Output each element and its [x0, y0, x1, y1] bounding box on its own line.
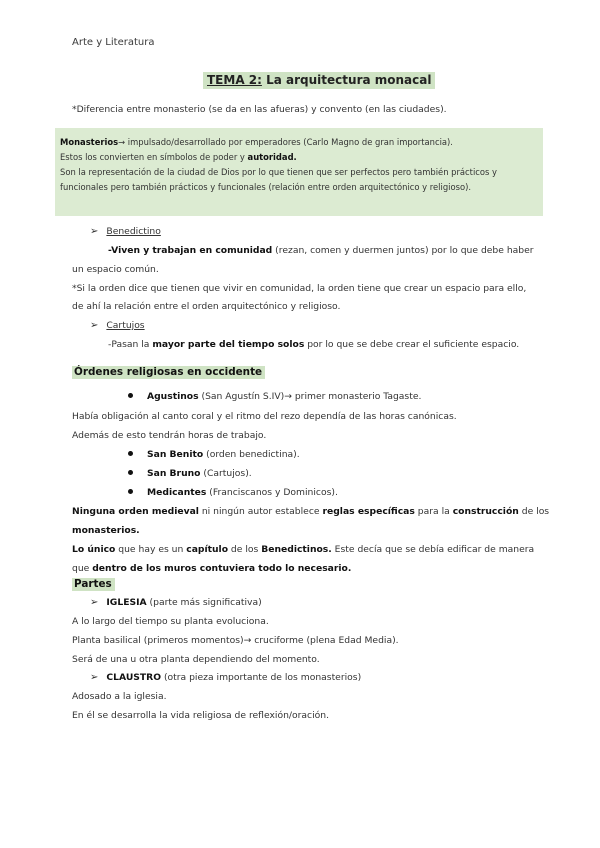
title-text: La arquitectura monacal — [261, 73, 432, 87]
box-line-2-bold: autoridad. — [247, 152, 297, 162]
bullet-dot-icon — [128, 470, 133, 475]
iglesia-text: (parte más significativa) — [146, 597, 262, 608]
reglas-bold-2: reglas específicas — [322, 506, 415, 517]
claustro-text: (otra pieza importante de los monasterios) — [161, 672, 362, 683]
claustro-bold: CLAUSTRO — [106, 672, 162, 683]
cartujos-desc-bold: mayor parte del tiempo solos — [152, 339, 305, 350]
iglesia-line-3: Será de una u otra planta dependiendo del momento. — [72, 654, 320, 665]
cartujos-desc — [108, 339, 519, 350]
claustro-line-2: En él se desarrolla la vida religiosa de reflexión/oración. — [72, 710, 329, 721]
course-label: Arte y Literatura — [72, 37, 155, 48]
benedictino-desc-bold: -Viven y trabajan en comunidad — [108, 245, 273, 256]
cartujos-desc-text: por lo que se debe crear el suficiente espacio. — [304, 339, 520, 350]
ordenes-heading: Órdenes religiosas en occidente — [72, 366, 265, 379]
reglas-para-cont — [72, 525, 140, 536]
san-benito-item — [128, 449, 300, 460]
agustinos-bold: Agustinos — [147, 391, 199, 402]
capitulo-text-1: que hay es un — [115, 544, 187, 555]
capitulo-text-2: de los — [228, 544, 262, 555]
box-line-2 — [60, 152, 297, 162]
benedictino-desc — [108, 245, 534, 256]
san-bruno-item — [128, 468, 252, 479]
highlight-box — [55, 128, 543, 216]
box-line-1-text: → impulsado/desarrollado por emperadores (Carlo Magno de gran importancia). — [118, 137, 453, 147]
benedictino-item — [90, 226, 161, 237]
arrow-bullet-icon: ➢ — [90, 597, 99, 608]
reglas-para — [72, 506, 549, 517]
benedictino-note-1: *Si la orden dice que tienen que vivir en comunidad, la orden tiene que crear un espacio para ello, — [72, 283, 527, 294]
intro-note: *Diferencia entre monasterio (se da en las afueras) y convento (en las ciudades). — [72, 104, 447, 115]
arrow-bullet-icon: ➢ — [90, 226, 99, 237]
capitulo-bold-3: Benedictinos. — [261, 544, 332, 555]
capitulo-bold-1: Lo único — [72, 544, 116, 555]
box-line-4: funcionales pero también prácticos y funcionales (relación entre orden arquitectónico y religioso). — [60, 182, 472, 192]
box-term: Monasterios — [60, 137, 119, 147]
reglas-bold-4: monasterios. — [72, 525, 140, 536]
iglesia-item — [90, 597, 262, 608]
bullet-dot-icon — [128, 451, 133, 456]
partes-heading: Partes — [72, 578, 115, 591]
ordenes-para-2: Además de esto tendrán horas de trabajo. — [72, 430, 267, 441]
bullet-dot-icon — [128, 393, 133, 398]
reglas-text-2: para la — [414, 506, 453, 517]
capitulo-para-cont — [72, 563, 351, 574]
ordenes-para-1: Había obligación al canto coral y el ritmo del rezo dependía de las horas canónicas. — [72, 411, 457, 422]
benedictino-note-2: de ahí la relación entre el orden arquitectónico y religioso. — [72, 301, 341, 312]
arrow-bullet-icon: ➢ — [90, 672, 99, 683]
box-line-2-text: Estos los convierten en símbolos de poder y — [60, 152, 248, 162]
capitulo-text-3: Este decía que se debía edificar de manera — [331, 544, 535, 555]
reglas-text-1: ni ningún autor establece — [198, 506, 323, 517]
benedictino-desc-text: (rezan, comen y duermen juntos) por lo que debe haber — [272, 245, 534, 256]
medicantes-text: (Franciscanos y Dominicos). — [206, 487, 338, 498]
benedictino-label: Benedictino — [106, 226, 161, 237]
box-line-1 — [60, 137, 453, 147]
iglesia-line-1: A lo largo del tiempo su planta evoluciona. — [72, 616, 269, 627]
cartujos-desc-pre: -Pasan la — [108, 339, 153, 350]
box-line-3: Son la representación de la ciudad de Dios por lo que tienen que ser perfectos pero también prácticos y — [60, 167, 497, 177]
reglas-bold-3: construcción — [452, 506, 519, 517]
iglesia-bold: IGLESIA — [106, 597, 147, 608]
bullet-dot-icon — [128, 489, 133, 494]
reglas-text-3: de los — [518, 506, 550, 517]
medicantes-item — [128, 487, 338, 498]
claustro-line-1: Adosado a la iglesia. — [72, 691, 167, 702]
reglas-bold-1: Ninguna orden medieval — [72, 506, 199, 517]
cartujos-label: Cartujos — [106, 320, 145, 331]
capitulo-bold-2: capítulo — [186, 544, 229, 555]
capitulo-bold-4: dentro de los muros contuviera todo lo necesario. — [92, 563, 352, 574]
capitulo-para — [72, 544, 534, 555]
page-title — [203, 72, 435, 89]
san-bruno-text: (Cartujos). — [200, 468, 252, 479]
medicantes-bold: Medicantes — [147, 487, 207, 498]
san-benito-bold: San Benito — [147, 449, 204, 460]
agustinos-text: (San Agustín S.IV)→ primer monasterio Tagaste. — [198, 391, 422, 402]
iglesia-line-2: Planta basilical (primeros momentos)→ cruciforme (plena Edad Media). — [72, 635, 399, 646]
san-benito-text: (orden benedictina). — [203, 449, 300, 460]
title-prefix: TEMA 2: — [207, 73, 262, 87]
benedictino-desc-cont: un espacio común. — [72, 264, 159, 275]
cartujos-item — [90, 320, 145, 331]
claustro-item — [90, 672, 361, 683]
san-bruno-bold: San Bruno — [147, 468, 201, 479]
agustinos-item — [128, 391, 421, 402]
capitulo-text-4: que — [72, 563, 93, 574]
arrow-bullet-icon: ➢ — [90, 320, 99, 331]
